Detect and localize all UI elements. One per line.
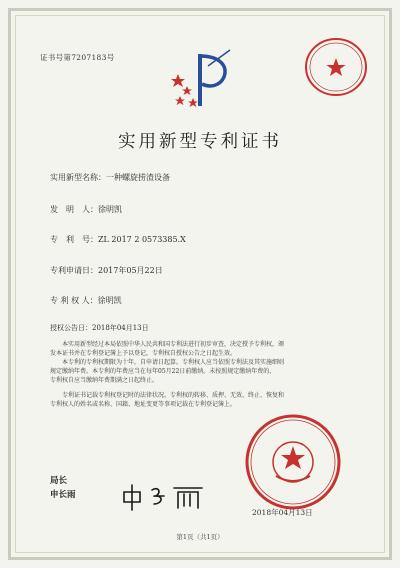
field-label: 发 明 人： <box>50 205 98 214</box>
body-line: 发本证书并在专利登记簿上予以登记，专利权自授权公告之日起生效。 <box>50 350 237 357</box>
agency-stamp <box>303 36 369 98</box>
director-label: 局长 <box>50 476 68 486</box>
director-name: 申长雨 <box>50 490 76 500</box>
filing-date-row <box>50 265 163 276</box>
body-paragraphs <box>50 340 360 409</box>
official-seal <box>236 412 350 512</box>
grant-date-row <box>50 323 149 333</box>
field-value: 徐明凯 <box>98 205 122 214</box>
certificate-title: 实用新型专利证书 <box>118 132 282 152</box>
body-line: 专利权自应当缴纳年费期满之日起终止。 <box>50 377 159 384</box>
body-line: 规定缴纳年费。本专利的年费应当在每年05月22日前缴纳。未按照规定缴纳年费的， <box>50 368 276 375</box>
body-line: 本专利的专利权期限为十年，自申请日起算。专利权人应当依照专利法及其实施细则 <box>62 359 285 366</box>
body-line: 专利权人的姓名或名称、国籍、地址变更等事项记载在专利登记簿上。 <box>50 401 237 408</box>
page-footer: 第1页（共1页） <box>176 533 224 541</box>
field-value: 2018年04月13日 <box>92 324 149 332</box>
field-value: ZL 2017 2 0573385.X <box>98 235 186 244</box>
body-line: 专利证书记载专利权登记时的法律状况。专利权的转移、质押、无效、终止、恢复和 <box>62 392 285 399</box>
field-label: 专利申请日： <box>50 266 98 275</box>
field-label: 专 利 号： <box>50 235 98 244</box>
field-label: 实用新型名称： <box>50 173 106 182</box>
field-value: 徐明凯 <box>97 296 122 305</box>
certificate-number: 证书号第7207183号 <box>40 53 115 62</box>
patentee-row <box>50 295 122 306</box>
seal-date: 2018年04月13日 <box>252 508 313 517</box>
inventor-row <box>50 204 122 215</box>
patent-office-emblem-icon <box>168 44 238 114</box>
body-line: 本实用新型经过本局依照中华人民共和国专利法进行初步审查，决定授予专利权，颁 <box>62 341 285 348</box>
field-value: 2017年05月22日 <box>98 266 163 275</box>
field-label: 专 利 权 人： <box>50 296 98 305</box>
patent-number-row <box>50 234 186 245</box>
field-value: 一种螺旋捞渣设备 <box>106 173 170 182</box>
signature-mark <box>118 482 208 512</box>
field-label: 授权公告日： <box>50 324 92 332</box>
utility-model-name-row <box>50 172 170 183</box>
